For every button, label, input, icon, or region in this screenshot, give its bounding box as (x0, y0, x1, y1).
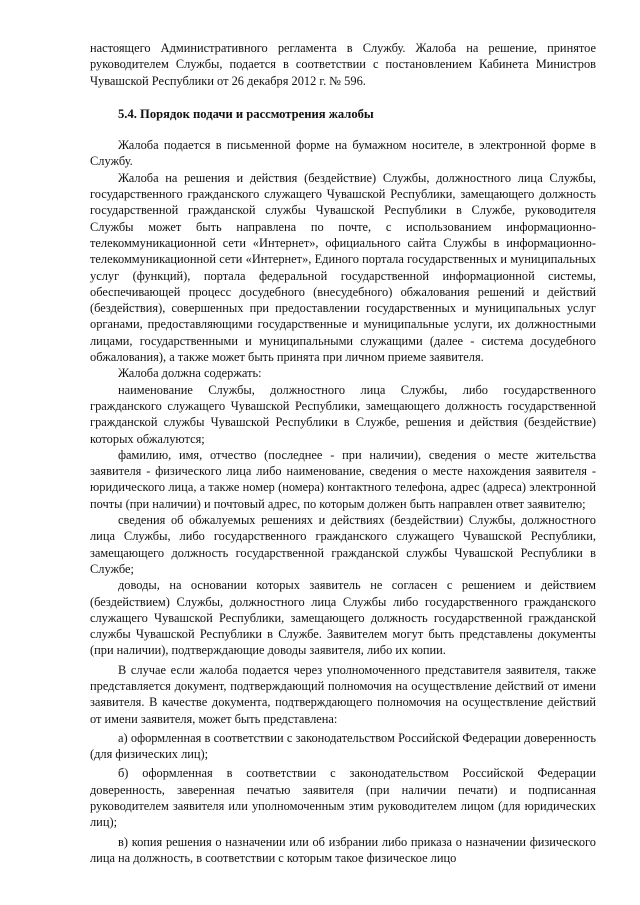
paragraph-form-of-complaint: Жалоба подается в письменной форме на бумажном носителе, в электронной форме в Службу. (90, 138, 596, 169)
list-item-appealed-decisions: сведения об обжалуемых решениях и действиях (бездействии) Службы, должностного лица Службы, либо государственного гражданского служащего Чувашской Республики, замещающего должность государственной гражданской службы Чувашской Республики в Службе; (90, 513, 596, 576)
document-page (90, 40, 596, 866)
paragraph-submission-channels: Жалоба на решения и действия (бездействие) Службы, должностного лица Службы, государственного гражданского служащего Чувашской Республики, замещающего должность государственной гражданской службы Чувашской Республики в Службе, руководителя Службы может быть направлена по почте, с использованием информационно-телекоммуникационной сети «Интернет», официального сайта Службы в информационно-телекоммуникационной сети «Интернет», Единого портала государственных и муниципальных услуг (функций), портала федеральной государственной информационной системы, обеспечивающей процесс досудебного (внесудебного) обжалования решений и действий (бездействия), совершенных при предоставлении государственных и муниципальных услуг органами, предоставляющими государственные и муниципальные услуги, их должностными лицами, государственными и муниципальными служащими (далее - система досудебного обжалования), а также может быть принята при личном приеме заявителя. (90, 170, 596, 365)
list-item-c: в) копия решения о назначении или об избрании либо приказа о назначении физического лица на должность, в соответствии с которым такое физическое лицо (90, 834, 596, 865)
list-item-b: б) оформленная в соответствии с законодательством Российской Федерации доверенность, заверенная печатью заявителя (при наличии печати) и подписанная руководителем заявителя или уполномоченным этим руководителем лицом (для юридических лиц); (90, 766, 596, 830)
paragraph-representative: В случае если жалоба подается через уполномоченного представителя заявителя, также представляется документ, подтверждающий полномочия на осуществление действий от имени заявителя. В качестве документа, подтверждающего полномочия на осуществление действий от имени заявителя, может быть представлена: (90, 662, 596, 726)
list-item-arguments: доводы, на основании которых заявитель не согласен с решением и действием (бездействием) Службы, должностного лица Службы либо государственного гражданского служащего Чувашской Республики, замещающего должность государственной гражданской службы Чувашской Республики в Службе. Заявителем могут быть представлены документы (при наличии), подтверждающие доводы заявителя, либо их копии. (90, 578, 596, 658)
paragraph-must-contain: Жалоба должна содержать: (118, 366, 262, 381)
section-heading: 5.4. Порядок подачи и рассмотрения жалобы (118, 106, 374, 121)
list-item-a: а) оформленная в соответствии с законодательством Российской Федерации доверенность (для физических лиц); (90, 730, 596, 762)
list-item-applicant-details: фамилию, имя, отчество (последнее - при наличии), сведения о месте жительства заявителя - физического лица либо наименование, сведения о месте нахождения заявителя - юридического лица, а также номер (номера) контактного телефона, адрес (адреса) электронной почты (при наличии) и почтовый адрес, по которым должен быть направлен ответ заявителю; (90, 447, 596, 511)
intro-paragraph: настоящего Административного регламента в Службу. Жалоба на решение, принятое руководителем Службы, подается в соответствии с постановлением Кабинета Министров Чувашской Республики от 26 декабря 2012 г. № 596. (90, 41, 596, 88)
list-item-service-name: наименование Службы, должностного лица Службы, либо государственного гражданского служащего Чувашской Республики, замещающего должность государственной гражданской службы Чувашской Республики в Службе, решения и действия (бездействие) которых обжалуются; (90, 382, 596, 446)
